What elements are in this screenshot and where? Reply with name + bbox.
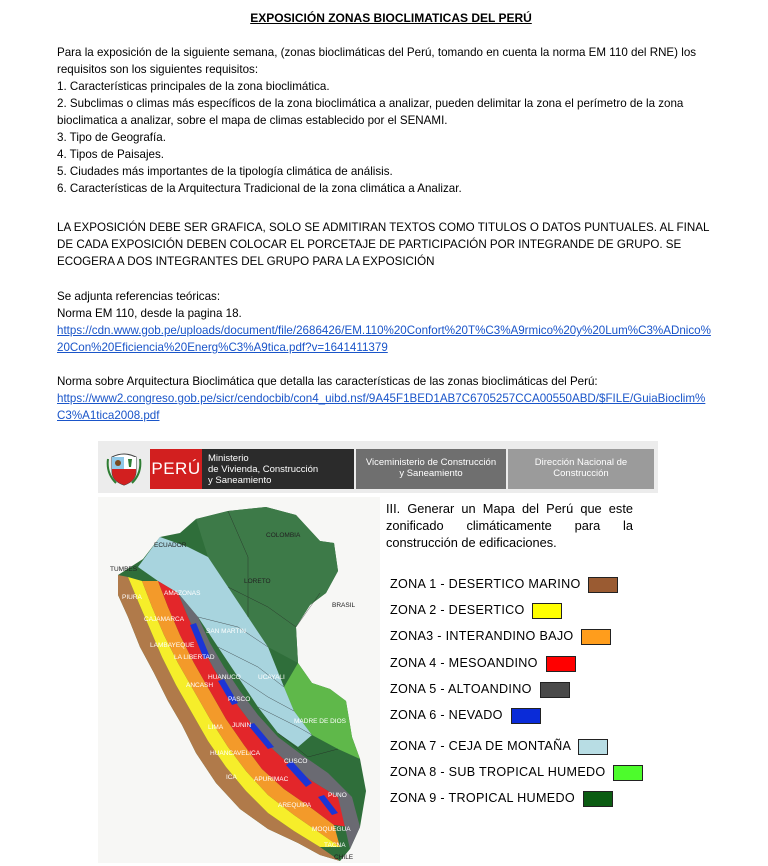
link-em110-part2[interactable]: 20Con%20Eficiencia%20Energ%C3%A9tica.pdf?v=1641411379 — [57, 341, 388, 354]
ministry-name — [202, 449, 354, 489]
zone-6-label: ZONA 6 - NEVADO — [390, 708, 503, 722]
norma-bioclimatica: Norma sobre Arquitectura Bioclimática que detalla las características de las zonas bioclimáticas del Perú: — [57, 375, 598, 388]
ministry-line-2: de Vivienda, Construcción — [208, 464, 319, 475]
ministry-line-1: Ministerio — [208, 453, 249, 464]
references-section — [57, 288, 725, 356]
label-pasco: PASCO — [228, 696, 251, 703]
ministry-figure — [98, 441, 658, 863]
direction-name — [508, 449, 654, 489]
references-section-2 — [57, 373, 725, 424]
peru-climate-map — [98, 497, 380, 863]
label-junin: JUNIN — [232, 722, 252, 729]
legend-zone-2 — [390, 601, 562, 619]
label-chile: CHILE — [334, 854, 354, 861]
requirement-item: 5. Ciudades más importantes de la tipología climática de análisis. — [57, 165, 393, 178]
zone-7-label: ZONA 7 - CEJA DE MONTAÑA — [390, 739, 571, 753]
peru-label: PERÚ — [150, 449, 202, 489]
label-colombia: COLOMBIA — [266, 532, 301, 539]
legend-zone-1 — [390, 575, 618, 593]
direction-line-1: Dirección Nacional de — [534, 457, 628, 468]
viceministry-name — [356, 449, 506, 489]
label-cusco: CUSCO — [284, 758, 308, 765]
label-huancavelica: HUANCAVELICA — [210, 750, 261, 757]
label-moquegua: MOQUEGUA — [312, 826, 351, 833]
zone-8-label: ZONA 8 - SUB TROPICAL HUMEDO — [390, 765, 606, 779]
requirement-item: 6. Características de la Arquitectura Tradicional de la zona climática a Analizar. — [57, 182, 462, 195]
label-loreto: LORETO — [244, 578, 271, 585]
label-tacna: TACNA — [324, 842, 346, 849]
legend-zone-3 — [390, 627, 611, 645]
zone-2-label: ZONA 2 - DESERTICO — [390, 603, 525, 617]
label-ica: ICA — [226, 774, 237, 781]
zone-3-label: ZONA3 - INTERANDINO BAJO — [390, 629, 574, 643]
zone-1-swatch — [588, 577, 618, 593]
zone-4-swatch — [546, 656, 576, 672]
legend-zone-9 — [390, 789, 613, 807]
norma-em110: Norma EM 110, desde la pagina 18. — [57, 307, 242, 320]
label-huanuco: HUANUCO — [208, 674, 241, 681]
requirement-item: 2. Subclimas o climas más específicos de la zona bioclimática a analizar, pueden delimitar la zona el perímetro de la zona bioclimatica a analizar, sobre el mapa de climas establecido por el SENAMI. — [57, 97, 684, 127]
link-guia-part1[interactable]: https://www2.congreso.gob.pe/sicr/cendocbib/con4_uibd.nsf/9A45F1BED1AB7C6705257CCA00550ABD/$FILE/GuiaBioclim% — [57, 392, 706, 405]
requirement-item: 3. Tipo de Geografía. — [57, 131, 166, 144]
label-puno: PUNO — [328, 792, 347, 799]
intro-paragraph: Para la exposición de la siguiente semana, (zonas bioclimáticas del Perú, tomando en cuenta la norma EM 110 del RNE) los requisitos son los siguientes requisitos: — [57, 46, 697, 76]
requirement-item: 1. Características principales de la zona bioclimática. — [57, 80, 330, 93]
zone-5-swatch — [540, 682, 570, 698]
zone-9-label: ZONA 9 - TROPICAL HUMEDO — [390, 791, 575, 805]
ministry-line-3: y Saneamiento — [208, 475, 272, 486]
label-ancash: ANCASH — [186, 682, 214, 689]
direction-line-2: Construcción — [553, 468, 609, 479]
zone-8-swatch — [613, 765, 643, 781]
zone-4-label: ZONA 4 - MESOANDINO — [390, 656, 538, 670]
label-tumbes: TUMBES — [110, 566, 138, 573]
zone-9-swatch — [583, 791, 613, 807]
label-arequipa: AREQUIPA — [278, 802, 312, 809]
label-apurimac: APURIMAC — [254, 776, 289, 783]
label-piura: PIURA — [122, 594, 142, 601]
label-amazonas: AMAZONAS — [164, 590, 201, 597]
viceministry-line-2: y Saneamiento — [399, 468, 463, 479]
figure-caption: III. Generar un Mapa del Perú que este zonificado climáticamente para la construcción de edificaciones. — [386, 501, 633, 550]
legend-zone-5 — [390, 680, 570, 698]
viceministry-line-1: Viceministerio de Construcción — [365, 457, 497, 468]
label-lima: LIMA — [208, 724, 224, 731]
coat-of-arms-icon — [106, 449, 142, 487]
label-san-martin: SAN MARTIN — [206, 628, 246, 635]
zone-6-swatch — [511, 708, 541, 724]
link-em110-part1[interactable]: https://cdn.www.gob.pe/uploads/document/file/2686426/EM.110%20Confort%20T%C3%A9rmico%20y%20Lum%C3%ADnico% — [57, 324, 711, 337]
label-la-libertad: LA LIBERTAD — [174, 654, 215, 661]
zone-1-label: ZONA 1 - DESERTICO MARINO — [390, 577, 581, 591]
legend-zone-6 — [390, 706, 541, 724]
label-lambayeque: LAMBAYEQUE — [150, 642, 195, 649]
label-cajamarca: CAJAMARCA — [144, 616, 185, 623]
legend-zone-8 — [390, 763, 643, 781]
references-heading: Se adjunta referencias teóricas: — [57, 290, 221, 303]
requirements-list — [57, 78, 725, 197]
link-guia-part2[interactable]: C3%A1tica2008.pdf — [57, 409, 160, 422]
zone-2-swatch — [532, 603, 562, 619]
zone-5-label: ZONA 5 - ALTOANDINO — [390, 682, 532, 696]
label-ecuador: ECUADOR — [154, 542, 187, 549]
label-ucayali: UCAYALI — [258, 674, 285, 681]
notice-paragraph: LA EXPOSICIÓN DEBE SER GRAFICA, SOLO SE ADMITIRAN TEXTOS COMO TITULOS O DATOS PUNTUALES. AL FINAL DE CADA EXPOSICIÓN DEBEN COLOCAR EL PORCETAJE DE PARTICIPACIÓN POR INTEGRANDE DE GRUPO. SE ECOGERA A DOS INTEGRANTES DEL GRUPO PARA LA EXPOSICIÓN — [57, 221, 709, 268]
label-brasil: BRASIL — [332, 602, 356, 609]
zone-7-swatch — [578, 739, 608, 755]
ministry-banner — [98, 441, 658, 493]
zone-3-swatch — [581, 629, 611, 645]
legend-zone-7 — [390, 737, 608, 755]
legend-zone-4 — [390, 654, 576, 672]
document-title: EXPOSICIÓN ZONAS BIOCLIMATICAS DEL PERÚ — [250, 11, 532, 25]
requirement-item: 4. Tipos de Paisajes. — [57, 148, 164, 161]
label-madre-de-dios: MADRE DE DIOS — [294, 718, 347, 725]
